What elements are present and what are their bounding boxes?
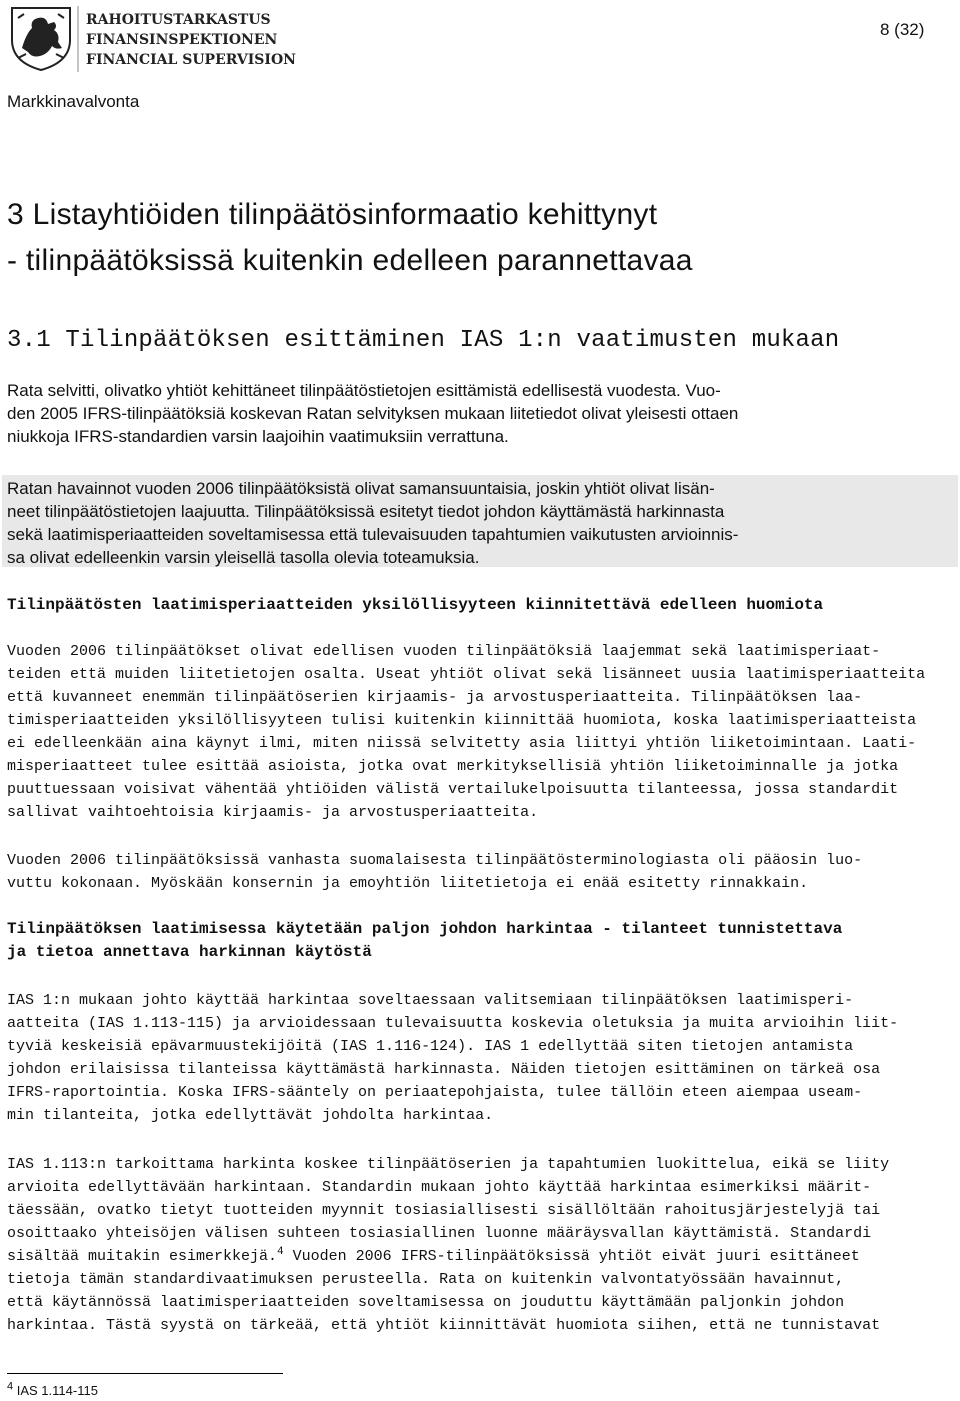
paragraph-2 [7, 477, 957, 569]
paragraph-3-line: sallivat vaihtoehtoisia kirjaamis- ja arvostusperiaatteita. [7, 804, 539, 821]
logo-line-1: RAHOITUSTARKASTUS [86, 12, 271, 28]
paragraph-5-line: tyviä keskeisiä epävarmuustekijöitä (IAS 1.116-124). IAS 1 edellyttää siten tietojen antamista [7, 1038, 854, 1055]
footnote-number: 4 [7, 1380, 14, 1393]
footnote-text: IAS 1.114-115 [13, 1383, 98, 1398]
paragraph-6-line: täessään, ovatko tietyt tuotteiden myynnit tosiasiallisesti sisällöltään rahoitusjärjestelyjä tai [7, 1202, 881, 1219]
paragraph-3 [7, 640, 957, 824]
logo [8, 4, 296, 74]
paragraph-6-line-with-footnote [7, 1245, 957, 1268]
paragraph-3-line: teiden että muiden liitetietojen osalta. Useat yhtiöt olivat sekä lisänneet uusia laatimisperiaatteita [7, 666, 926, 683]
paragraph-5-line: aatteita (IAS 1.113-115) ja arvioidessaan tulevaisuutta koskevia oletuksia ja muita arvioihin liit- [7, 1015, 899, 1032]
subheading-2 [7, 918, 957, 964]
paragraph-3-line: ei edelleenkään aina käynyt ilmi, miten niissä selvitetty asia liittyi yhtiön liiketoimintaan. Laati- [7, 735, 917, 752]
paragraph-5-line: johdon erilaisissa tilanteissa käyttämästä harkinnasta. Näiden tietojen esittäminen on tärkeä osa [7, 1061, 881, 1078]
heading-1-line-2: - tilinpäätöksissä kuitenkin edelleen parannettavaa [7, 244, 693, 277]
subheading-2-line: ja tietoa annettava harkinnan käytöstä [7, 943, 372, 961]
heading-2: 3.1 Tilinpäätöksen esittäminen IAS 1:n vaatimusten mukaan [7, 327, 840, 354]
paragraph-3-line: puuttuessaan voisivat vähentää yhtiöiden välistä vertailukelpoisuutta tilanteessa, jossa standardit [7, 781, 899, 798]
lion-crest-icon [8, 4, 296, 74]
footnote [7, 1380, 98, 1398]
paragraph-2-line: neet tilinpäätöstietojen laajuutta. Tilinpäätöksissä esitetyt tiedot johdon käyttämästä harkinnasta [7, 502, 725, 521]
paragraph-4 [7, 849, 957, 895]
paragraph-5-line: min tilanteita, jotka edellyttävät johdolta harkintaa. [7, 1107, 494, 1124]
paragraph-2-line: Ratan havainnot vuoden 2006 tilinpäätöksistä olivat samansuuntaisia, joskin yhtiöt olivat lisän- [7, 479, 715, 498]
paragraph-6-line: arvioita edellyttävään harkintaan. Standardin mukaan johto käyttää harkintaa esimerkiksi määrit- [7, 1179, 872, 1196]
paragraph-6-line: tietoja tämän standardivaatimuksen perusteella. Rata on kuitenkin valvontatyössään havainnut, [7, 1271, 845, 1288]
paragraph-3-line: Vuoden 2006 tilinpäätökset olivat edellisen vuoden tilinpäätöksiä laajemmat sekä laatimisperiaat- [7, 643, 881, 660]
footnote-divider [7, 1373, 283, 1374]
paragraph-6-line: osoittaako yhteisöjen välisen suhteen tosiasiallinen luonne määräysvallan käyttämistä. Standardi [7, 1225, 872, 1242]
paragraph-4-line: Vuoden 2006 tilinpäätöksissä vanhasta suomalaisesta tilinpäätösterminologiasta oli pääosin luo- [7, 852, 863, 869]
subheading-1 [7, 594, 957, 617]
department-label: Markkinavalvonta [7, 92, 140, 111]
paragraph-1-line: niukkoja IFRS-standardien varsin laajoihin vaatimuksiin verrattuna. [7, 427, 509, 446]
paragraph-5-line: IFRS-raportointia. Koska IFRS-sääntely on periaatepohjaista, tulee tällöin eteen aiempaa useam- [7, 1084, 863, 1101]
paragraph-6 [7, 1153, 957, 1337]
paragraph-6-line-5-pre: sisältää muitakin esimerkkejä. [7, 1248, 278, 1265]
paragraph-6-line: IAS 1.113:n tarkoittama harkinta koskee tilinpäätöserien ja tapahtumien luokittelua, eikä se liity [7, 1156, 890, 1173]
footnote-ref[interactable]: 4 [277, 1246, 284, 1258]
subheading-2-line: Tilinpäätöksen laatimisessa käytetään paljon johdon harkintaa - tilanteet tunnistettava [7, 920, 843, 938]
paragraph-6-line: että käytännössä laatimisperiaatteiden soveltamisessa on jouduttu käyttämään paljonkin johdon [7, 1294, 845, 1311]
page-number: 8 (32) [880, 20, 925, 39]
paragraph-5 [7, 989, 957, 1127]
paragraph-5-line: IAS 1:n mukaan johto käyttää harkintaa soveltaessaan valitsemiaan tilinpäätöksen laatimisperi- [7, 992, 854, 1009]
paragraph-6-line: harkintaa. Tästä syystä on tärkeää, että yhtiöt kiinnittävät huomiota siihen, että ne tunnistavat [7, 1317, 881, 1334]
paragraph-4-line: vuttu kokonaan. Myöskään konsernin ja emoyhtiön liitetietoja ei enää esitetty rinnakkain. [7, 875, 809, 892]
heading-1-line-1: 3 Listayhtiöiden tilinpäätösinformaatio kehittynyt [7, 198, 658, 231]
paragraph-2-line: sa olivat edelleenkin varsin yleisellä tasolla olevia toteamuksia. [7, 548, 480, 567]
paragraph-1 [7, 379, 957, 448]
paragraph-6-line-5-post: Vuoden 2006 IFRS-tilinpäätöksissä yhtiöt eivät juuri esittäneet [283, 1248, 860, 1265]
subheading-1-line: Tilinpäätösten laatimisperiaatteiden yksilöllisyyteen kiinnitettävä edelleen huomiota [7, 596, 824, 614]
paragraph-2-line: sekä laatimisperiaatteiden soveltamisessa että tulevaisuuden tapahtumien vaikutusten arvioinnis- [7, 525, 739, 544]
paragraph-3-line: timisperiaatteiden yksilöllisyyteen tulisi kuitenkin kiinnittää huomiota, koska laatimisperiaatteista [7, 712, 917, 729]
logo-line-3: FINANCIAL SUPERVISION [86, 52, 296, 68]
paragraph-3-line: misperiaatteet tulee esittää asioista, jotka ovat merkityksellisiä yhtiön liiketoiminnalle ja jotka [7, 758, 899, 775]
paragraph-1-line: Rata selvitti, olivatko yhtiöt kehittäneet tilinpäätöstietojen esittämistä edellisestä vuodesta. Vuo- [7, 381, 721, 400]
paragraph-1-line: den 2005 IFRS-tilinpäätöksiä koskevan Ratan selvityksen mukaan liitetiedot olivat yleisesti ottaen [7, 404, 739, 423]
paragraph-3-line: että kuvanneet enemmän tilinpäätöserien kirjaamis- ja arvostusperiaatteita. Tilinpäätöksen laa- [7, 689, 863, 706]
logo-line-2: FINANSINSPEKTIONEN [86, 32, 278, 48]
